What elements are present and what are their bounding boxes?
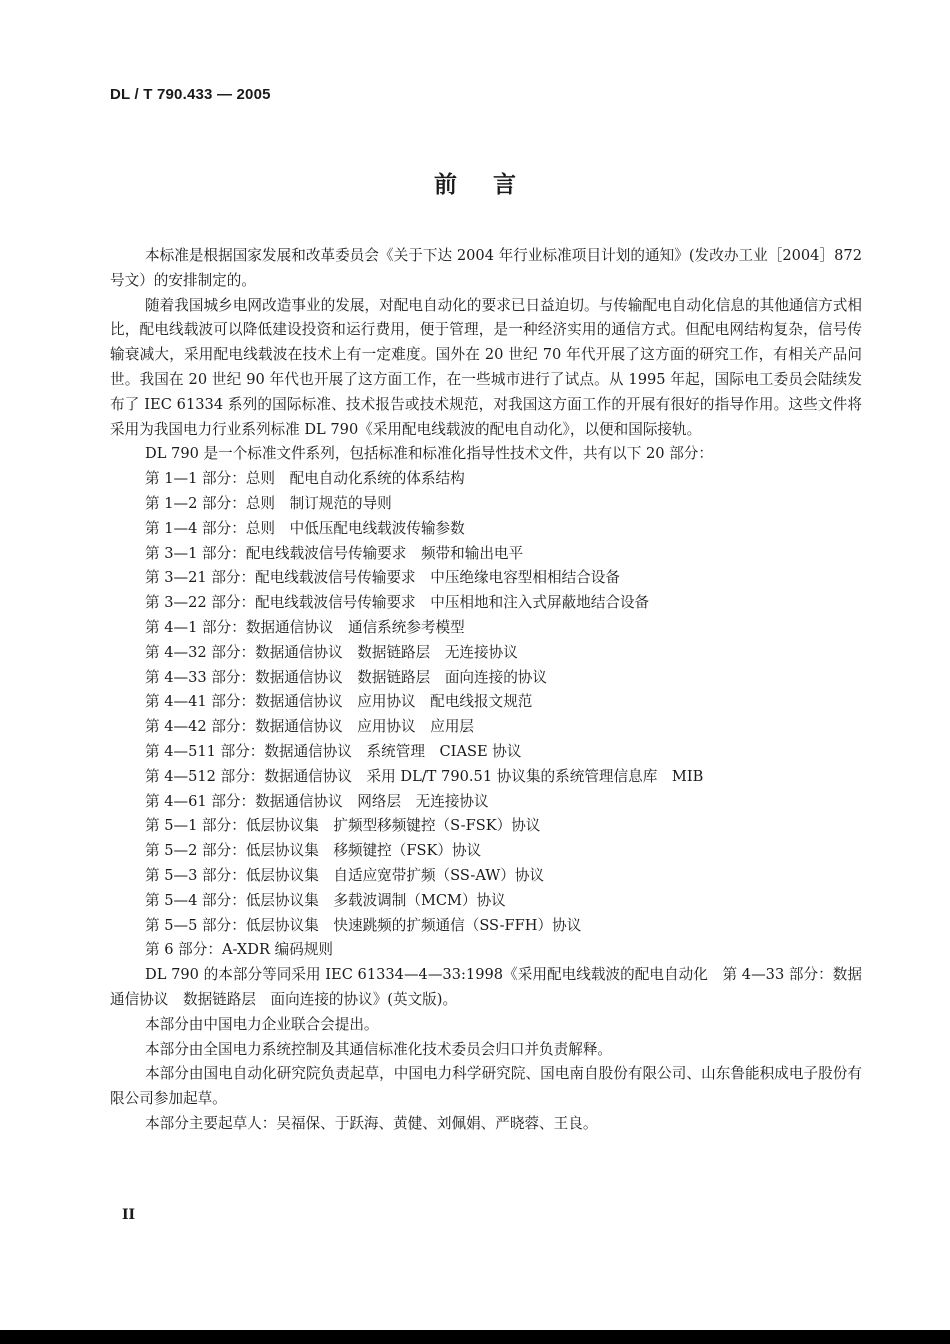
- part-list-item: 第 6 部分：A-XDR 编码规则: [145, 941, 333, 959]
- part-list-item: 第 1—4 部分：总则 中低压配电线载波传输参数: [145, 519, 465, 537]
- bottom-border: [0, 1330, 950, 1344]
- part-list-item: 第 4—33 部分：数据通信协议 数据链路层 面向连接的协议: [145, 668, 547, 686]
- page-number: II: [122, 1207, 136, 1223]
- paragraph-adoption: DL 790 的本部分等同采用 IEC 61334—4—33:1998《采用配电线载波的配电自动化 第 4—33 部分：数据通信协议 数据链路层 面向连接的协议》(英文版)。: [110, 966, 862, 1008]
- part-list-item: 第 3—22 部分：配电线载波信号传输要求 中压相地和注入式屏蔽地结合设备: [145, 594, 650, 612]
- part-list-item: 第 5—2 部分：低层协议集 移频键控（FSK）协议: [145, 842, 482, 860]
- part-list-item: 第 4—1 部分：数据通信协议 通信系统参考模型: [145, 618, 465, 636]
- part-list-item: 第 3—1 部分：配电线载波信号传输要求 频带和输出电平: [145, 544, 524, 562]
- page-title: 前言: [434, 172, 552, 198]
- paragraph-drafting-units: 本部分由国电自动化研究院负责起草，中国电力科学研究院、国电南自股份有限公司、山东鲁能积成电子股份有限公司参加起草。: [110, 1065, 862, 1108]
- part-list-item: 第 3—21 部分：配电线载波信号传输要求 中压绝缘电容型相相结合设备: [145, 569, 620, 587]
- part-list-item: 第 5—5 部分：低层协议集 快速跳频的扩频通信（SS-FFH）协议: [145, 916, 582, 934]
- part-list-item: 第 5—4 部分：低层协议集 多载波调制（MCM）协议: [145, 891, 506, 909]
- paragraph-background: 随着我国城乡电网改造事业的发展，对配电自动化的要求已日益迫切。与传输配电自动化信息的其他通信方式相比，配电线载波可以降低建设投资和运行费用，便于管理，是一种经济实用的通信方式。但配电网结构复杂，信号传输衰减大，采用配电线载波在技术上有一定难度。国外在 20 世纪 70 年代开展了这方面的研究工作，有相关产品问世。我国在 20 世纪 90 年代也开展了这方面工作，在一些城市进行了试点。从 1995 年起，国际电工委员会陆续发布了 IEC 61334 系列的国际标准、技术报告或技术规范，对我国这方面工作的开展有很好的指导作用。这些文件将采用为我国电力行业系列标准 DL 790《采用配电线载波的配电自动化》，以便和国际接轨。: [110, 296, 862, 438]
- part-list-item: 第 1—2 部分：总则 制订规范的导则: [145, 494, 392, 512]
- part-list-item: 第 1—1 部分：总则 配电自动化系统的体系结构: [145, 470, 465, 488]
- paragraph-responsible-committee: 本部分由全国电力系统控制及其通信标准化技术委员会归口并负责解释。: [145, 1040, 613, 1058]
- part-list-item: 第 4—61 部分：数据通信协议 网络层 无连接协议: [145, 792, 489, 810]
- paragraph-series-intro: DL 790 是一个标准文件系列，包括标准和标准化指导性技术文件，共有以下 20 部分：: [145, 445, 713, 463]
- paragraph-basis: 本标准是根据国家发展和改革委员会《关于下达 2004 年行业标准项目计划的通知》(发改办工业［2004］872 号文）的安排制定的。: [110, 247, 862, 289]
- part-list-item: 第 5—1 部分：低层协议集 扩频型移频键控（S-FSK）协议: [145, 817, 541, 835]
- part-list-item: 第 4—42 部分：数据通信协议 应用协议 应用层: [145, 718, 475, 736]
- paragraph-drafters: 本部分主要起草人：吴福保、于跃海、黄健、刘佩娟、严晓蓉、王良。: [145, 1114, 598, 1132]
- paragraph-proposer: 本部分由中国电力企业联合会提出。: [145, 1015, 379, 1033]
- part-list-item: 第 4—511 部分：数据通信协议 系统管理 CIASE 协议: [145, 742, 522, 760]
- document-body: [110, 244, 862, 1137]
- part-list-item: 第 4—32 部分：数据通信协议 数据链路层 无连接协议: [145, 643, 518, 661]
- standard-code: DL / T 790.433 — 2005: [110, 86, 271, 103]
- part-list-item: 第 5—3 部分：低层协议集 自适应宽带扩频（SS-AW）协议: [145, 866, 545, 884]
- part-list-item: 第 4—512 部分：数据通信协议 采用 DL/T 790.51 协议集的系统管理信息库 MIB: [145, 767, 704, 785]
- part-list-item: 第 4—41 部分：数据通信协议 应用协议 配电线报文规范: [145, 693, 533, 711]
